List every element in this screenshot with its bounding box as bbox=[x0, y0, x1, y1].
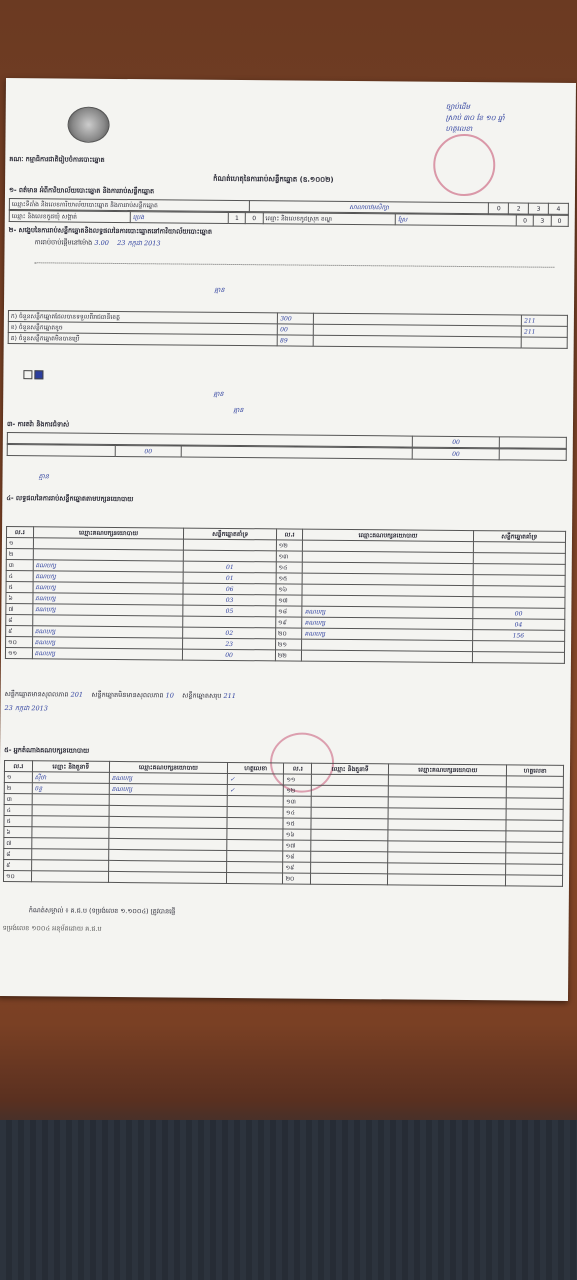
row-sign bbox=[227, 850, 284, 861]
row-no: ៧ bbox=[4, 838, 32, 849]
row-sign: ✓ bbox=[227, 773, 284, 784]
row-no: ១៦ bbox=[283, 829, 311, 840]
checkbox-line bbox=[23, 370, 43, 379]
official-stamp bbox=[433, 134, 496, 197]
row-votes: 00 bbox=[472, 608, 565, 620]
year-value: 2013 bbox=[144, 239, 161, 248]
total-invalid: 10 bbox=[165, 691, 174, 700]
row-no: ១៥ bbox=[283, 818, 311, 829]
row-no: ៩ bbox=[6, 626, 33, 637]
section2-title: ២- សង្ខេបនៃការរាប់សន្លឹកឆ្នោតនិងលទ្ធផលនៃការបោះឆ្នោតនៅការិយាល័យបោះឆ្នោត bbox=[8, 226, 213, 236]
row-sign bbox=[507, 787, 564, 798]
row-no: ១១ bbox=[284, 774, 312, 785]
row-name bbox=[31, 860, 108, 872]
s3-value-3: 00 bbox=[412, 448, 499, 460]
section2-note-b: គ្មាន bbox=[213, 389, 224, 398]
col-no: ល.រ bbox=[6, 527, 33, 538]
section1-title: ១- ពត៌មាន អំពីការិយាល័យបោះឆ្នោត និងការរាប់សន្លឹកឆ្នោត bbox=[8, 186, 155, 196]
col-party-right: ឈ្មោះគណបក្សនយោបាយ bbox=[303, 529, 473, 541]
row-no: ៨ bbox=[6, 615, 33, 626]
q-a-label: ក) ចំនួនសន្លឹកឆ្នោតដែលបានទទួលពីរាជធានីខេត្ត bbox=[8, 311, 277, 324]
org-header: គណៈ កម្មាធិការជាតិរៀបចំការបោះឆ្នោត bbox=[9, 155, 105, 164]
row-name bbox=[311, 785, 388, 797]
row-votes bbox=[472, 652, 565, 664]
day-value: 23 bbox=[117, 238, 126, 248]
time-label: ការរាប់ចាប់ផ្តើមនៅម៉ោង bbox=[34, 238, 93, 247]
section1-row2-label: ឈ្មោះ និងលេខកូដឃុំ សង្កាត់ bbox=[9, 211, 130, 223]
row-votes: 03 bbox=[183, 594, 276, 606]
row-votes bbox=[473, 542, 566, 554]
col-no: ល.រ bbox=[4, 761, 32, 772]
code-cell: 0 bbox=[551, 215, 568, 226]
row-votes bbox=[184, 550, 277, 562]
row-no: ១ bbox=[6, 538, 33, 549]
code-cell: 0 bbox=[489, 203, 509, 214]
row-no: ១៥ bbox=[276, 573, 303, 584]
section1-row1-value: សាលាបឋមសិក្សា bbox=[249, 201, 489, 214]
row-no: ១៤ bbox=[276, 562, 303, 573]
row-votes: 06 bbox=[183, 583, 276, 595]
col-party: ឈ្មោះគណបក្សនយោបាយ bbox=[33, 527, 184, 539]
row-votes: 01 bbox=[184, 561, 277, 573]
row-no: ១៧ bbox=[283, 840, 311, 851]
row-name bbox=[311, 840, 388, 852]
s3-unit bbox=[500, 437, 567, 449]
row-party: គណបក្ស bbox=[109, 783, 227, 795]
row-party: គណបក្ស bbox=[33, 571, 184, 583]
row-votes: 00 bbox=[183, 649, 276, 661]
row-no: ១៣ bbox=[276, 551, 303, 562]
row-sign bbox=[227, 861, 284, 872]
row-party: គណបក្ស bbox=[33, 593, 184, 605]
row-party: គណបក្ស bbox=[302, 628, 472, 640]
section1-row2-value: ប្រេង bbox=[130, 212, 228, 224]
code-cell: 0 bbox=[246, 213, 263, 224]
code-cell: 0 bbox=[516, 215, 533, 226]
row-no: ១៧ bbox=[276, 595, 303, 606]
row-party: គណបក្ស bbox=[33, 560, 184, 572]
row-sign bbox=[506, 864, 563, 875]
checkbox bbox=[23, 370, 32, 379]
right-b-value: 211 bbox=[521, 326, 567, 337]
row-votes bbox=[473, 553, 566, 565]
row-votes bbox=[473, 564, 566, 576]
col-no-right: ល.រ bbox=[284, 763, 312, 774]
row-party bbox=[108, 871, 226, 883]
row-no: ៤ bbox=[4, 805, 32, 816]
section1-row1-label: ឈ្មោះទីតាំង និងលេខការិយាល័យបោះឆ្នោត និងការរាប់សន្លឹកឆ្នោត bbox=[9, 199, 249, 212]
row-party bbox=[388, 874, 506, 886]
row-party: គណបក្ស bbox=[302, 617, 472, 629]
row-no: ២ bbox=[6, 549, 33, 560]
row-sign bbox=[507, 798, 564, 809]
row-sign bbox=[506, 853, 563, 864]
row-sign bbox=[506, 831, 563, 842]
row-no: ១៩ bbox=[283, 862, 311, 873]
section3-title: ៣- ការតវ៉ា និងការជំទាស់ bbox=[6, 420, 70, 429]
row-name bbox=[32, 838, 109, 850]
row-name bbox=[311, 851, 388, 863]
footer-note: កំណត់សម្គាល់ ៖ គ.ជ.ប (ទម្រង់លេខ ១.១០០៤) ត្រូវបានផ្ញើ bbox=[28, 906, 176, 916]
q-c-label: គ) ចំនួនសន្លឹកឆ្នោតមិនបានប្រើ bbox=[8, 333, 277, 346]
row-no: ១៨ bbox=[276, 606, 303, 617]
row-no: ៣ bbox=[6, 560, 33, 571]
row-votes: 23 bbox=[183, 638, 276, 650]
row-votes: 01 bbox=[183, 572, 276, 584]
code-cell: 2 bbox=[509, 203, 529, 214]
section5-title: ៥- អ្នកតំណាងគណបក្សនយោបាយ bbox=[4, 746, 90, 755]
row-no: ១ bbox=[4, 772, 32, 783]
col-name-right: ឈ្មោះ និងតួនាទី bbox=[312, 763, 389, 775]
row-votes: 156 bbox=[472, 630, 565, 642]
section4-title: ៤- លទ្ធផលនៃការរាប់សន្លឹកឆ្នោតតាមបក្សនយោបាយ bbox=[6, 494, 134, 504]
row-sign: ✓ bbox=[227, 784, 284, 795]
row-no: ២២ bbox=[275, 650, 302, 661]
row-party: គណបក្ស bbox=[32, 637, 183, 649]
representatives-table bbox=[3, 760, 564, 887]
row-no: ២១ bbox=[275, 639, 302, 650]
row-no: ១៨ bbox=[283, 851, 311, 862]
row-sign bbox=[227, 828, 284, 839]
section3-note: គ្មាន bbox=[38, 472, 49, 481]
row-no: ៦ bbox=[4, 827, 32, 838]
row-name bbox=[311, 862, 388, 874]
row-sign bbox=[227, 839, 284, 850]
row-name bbox=[32, 816, 109, 828]
row-no: ១៣ bbox=[284, 796, 312, 807]
code-cell: 4 bbox=[548, 203, 568, 214]
section2-time-line bbox=[35, 238, 565, 253]
row-no: ៥ bbox=[4, 816, 32, 827]
row-name bbox=[311, 796, 388, 808]
right-a-value: 211 bbox=[522, 315, 568, 326]
s3-unit-b bbox=[499, 449, 566, 461]
section1-row2-label-b: ឈ្មោះ និងលេខកូដស្រុក ខណ្ឌ bbox=[263, 213, 396, 225]
row-no: ១១ bbox=[5, 648, 32, 659]
row-no: ២០ bbox=[283, 873, 311, 884]
section2-note-c: គ្មាន bbox=[233, 405, 244, 415]
row-name: ស៊ីថា bbox=[32, 772, 109, 784]
q-c-value: 89 bbox=[278, 335, 314, 346]
row-no: ២០ bbox=[275, 628, 302, 639]
row-votes bbox=[473, 586, 566, 598]
row-no: ១០ bbox=[6, 637, 33, 648]
row-no: ៥ bbox=[6, 582, 33, 593]
row-no: ១៦ bbox=[276, 584, 303, 595]
time-value: 3.00 bbox=[94, 238, 109, 247]
row-votes: 04 bbox=[472, 619, 565, 631]
q-b-value: 00 bbox=[278, 324, 314, 335]
row-votes bbox=[184, 539, 277, 551]
row-name bbox=[31, 849, 108, 861]
q-a-value: 300 bbox=[278, 313, 314, 324]
row-name bbox=[32, 805, 109, 817]
row-no: ១៩ bbox=[276, 617, 303, 628]
row-votes bbox=[183, 616, 276, 628]
row-votes bbox=[472, 597, 565, 609]
row-party: គណបក្ស bbox=[302, 606, 472, 618]
emblem-logo bbox=[67, 107, 109, 143]
row-name bbox=[311, 818, 388, 830]
row-sign bbox=[226, 872, 283, 883]
row-name bbox=[32, 827, 109, 839]
row-no: ២ bbox=[4, 783, 32, 794]
code-cell: 3 bbox=[529, 203, 549, 214]
col-no-right: ល.រ bbox=[276, 529, 303, 540]
section2-table bbox=[8, 310, 568, 349]
row-name bbox=[311, 829, 388, 841]
row-no: ៨ bbox=[4, 849, 32, 860]
row-party: គណបក្ស bbox=[32, 604, 183, 616]
col-party-right: ឈ្មោះគណបក្សនយោបាយ bbox=[389, 764, 507, 776]
page-title: កំណត់ហេតុនៃការរាប់សន្លឹកឆ្នោត (ឧ.១០០២) bbox=[213, 174, 334, 184]
row-name bbox=[311, 873, 388, 885]
row-sign bbox=[227, 795, 284, 806]
row-no: ១៤ bbox=[284, 807, 312, 818]
checkbox-checked bbox=[34, 370, 43, 379]
date-line bbox=[4, 704, 47, 714]
row-name bbox=[31, 871, 108, 883]
q-b-label: ខ) ចំនួនសន្លឹកឆ្នោតខូច bbox=[8, 322, 277, 335]
row-party bbox=[302, 650, 472, 662]
row-name bbox=[311, 807, 388, 819]
background-cloth bbox=[0, 1120, 577, 1280]
s3-row2-label bbox=[7, 445, 115, 457]
row-name bbox=[312, 774, 389, 786]
row-no: ១២ bbox=[276, 540, 303, 551]
row-no: ៦ bbox=[6, 593, 33, 604]
code-cell: 1 bbox=[228, 212, 245, 223]
row-name: ចន្ទ bbox=[32, 783, 109, 795]
row-sign bbox=[506, 809, 563, 820]
right-c-label bbox=[313, 335, 521, 348]
total-all: 211 bbox=[223, 691, 236, 701]
col-party: ឈ្មោះគណបក្សនយោបាយ bbox=[109, 761, 227, 773]
date-value: 23 កក្កដា 2013 bbox=[4, 704, 48, 713]
right-c-value bbox=[521, 337, 567, 348]
row-sign bbox=[507, 776, 564, 787]
row-party: គណបក្ស bbox=[109, 772, 227, 784]
col-votes-right: សន្លឹកឆ្នោតគាំទ្រ bbox=[473, 531, 566, 543]
s3-row2-mid bbox=[182, 446, 413, 459]
row-no: ១២ bbox=[284, 785, 312, 796]
row-name bbox=[32, 794, 109, 806]
col-sign-right: ហត្ថលេខា bbox=[507, 765, 564, 776]
row-no: ៣ bbox=[4, 794, 32, 805]
row-party: គណបក្ស bbox=[33, 582, 184, 594]
party-results-table bbox=[5, 526, 566, 664]
section2-note-a: គ្មាន bbox=[214, 285, 225, 294]
col-sign: ហត្ថលេខា bbox=[227, 762, 284, 773]
col-votes: សន្លឹកឆ្នោតគាំទ្រ bbox=[184, 528, 277, 540]
row-sign bbox=[506, 820, 563, 831]
row-no: ១០ bbox=[3, 871, 31, 882]
row-votes: 05 bbox=[183, 605, 276, 617]
handwritten-annotation: ច្បាប់ដើម ស្រាប់ ៣០ ខែ ១០ ឆ្នាំ ហត្ថលេខា bbox=[445, 102, 505, 134]
document-sheet bbox=[0, 78, 576, 1001]
code-cell: 3 bbox=[534, 215, 551, 226]
section1-row2-value-b: ស្រែ bbox=[395, 214, 516, 226]
footer-bottom: ទម្រង់លេខ ១០០៤ អនុម័តដោយ គ.ជ.ប bbox=[2, 924, 102, 933]
row-party: គណបក្ស bbox=[32, 626, 183, 638]
row-sign bbox=[227, 817, 284, 828]
month-value: កក្កដា bbox=[127, 239, 143, 248]
row-no: ៧ bbox=[6, 604, 33, 615]
totals-line: សន្លឹកឆ្នោតមានសុពលភាព 201 សន្លឹកឆ្នោតមិនមានសុពលភាព 10 សន្លឹកឆ្នោតសរុប 211 bbox=[4, 690, 236, 701]
row-no: ៤ bbox=[6, 571, 33, 582]
row-sign bbox=[227, 806, 284, 817]
row-party: គណបក្ស bbox=[32, 648, 183, 660]
row-votes: 02 bbox=[183, 627, 276, 639]
row-sign bbox=[506, 842, 563, 853]
s3-value-2: 00 bbox=[115, 445, 182, 457]
row-no: ៩ bbox=[4, 860, 32, 871]
s3-value-1: 00 bbox=[412, 436, 499, 448]
row-sign bbox=[506, 875, 563, 886]
row-votes bbox=[472, 641, 565, 653]
row-votes bbox=[473, 575, 566, 587]
total-valid: 201 bbox=[70, 690, 84, 699]
section2-line bbox=[34, 254, 554, 268]
col-name: ឈ្មោះ និងតួនាទី bbox=[32, 761, 109, 773]
